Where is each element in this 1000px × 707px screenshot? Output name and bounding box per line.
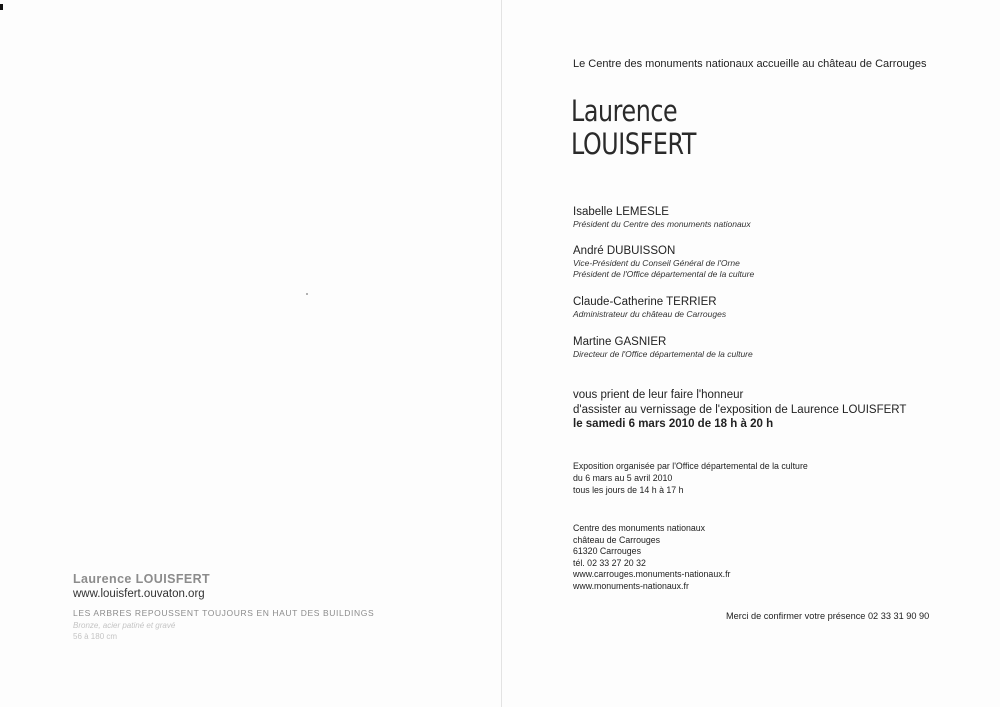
credit-work-material: Bronze, acier patiné et gravé: [73, 621, 176, 630]
artist-last-name: LOUISFERT: [571, 127, 696, 161]
invite-line: vous prient de leur faire l'honneur: [573, 389, 744, 401]
contact-place: château de Carrouges: [573, 534, 661, 545]
artist-first-name: Laurence: [571, 94, 678, 128]
host-name: Claude-Catherine TERRIER: [573, 296, 717, 308]
artist-title: [571, 95, 696, 161]
credit-website: www.louisfert.ouvaton.org: [73, 588, 205, 600]
host-role-secondary: Président de l'Office départemental de la culture: [573, 269, 755, 279]
contact-org: Centre des monuments nationaux: [573, 523, 706, 533]
card-fold-line: [501, 0, 502, 707]
credit-artist-name: Laurence LOUISFERT: [73, 572, 211, 586]
host-role: Vice-Président du Conseil Général de l'Orne: [573, 258, 740, 268]
invitation-text: [573, 388, 906, 432]
host-name: Martine GASNIER: [573, 336, 667, 348]
contact-phone: tél. 02 33 27 20 32: [573, 557, 646, 568]
contact-block: [573, 523, 730, 593]
contact-website: www.carrouges.monuments-nationaux.fr: [573, 569, 731, 580]
host-entry: [573, 295, 726, 320]
host-name: Isabelle LEMESLE: [573, 206, 669, 218]
scan-dust-speck: [306, 293, 308, 295]
host-entry: [573, 244, 754, 280]
host-name: André DUBUISSON: [573, 245, 676, 257]
scan-corner-mark: [0, 4, 3, 10]
rsvp-line: Merci de confirmer votre présence 02 33 31 90 90: [726, 611, 930, 621]
host-role: Directeur de l'Office départemental de la culture: [573, 349, 753, 359]
credit-work-title: LES ARBRES REPOUSSENT TOUJOURS EN HAUT DES BUILDINGS: [73, 608, 375, 618]
exhibition-hours: tous les jours de 14 h à 17 h: [573, 485, 684, 495]
host-role: Président du Centre des monuments nationaux: [573, 219, 751, 229]
invitation-header: Le Centre des monuments nationaux accueille au château de Carrouges: [573, 58, 927, 70]
host-entry: [573, 335, 753, 360]
host-role: Administrateur du château de Carrouges: [573, 309, 727, 319]
vernissage-date: le samedi 6 mars 2010 de 18 h à 20 h: [573, 418, 774, 430]
invite-line: d'assister au vernissage de l'exposition de Laurence LOUISFERT: [573, 403, 907, 416]
exhibition-info: [573, 460, 808, 496]
credit-work-dimensions: 56 à 180 cm: [73, 632, 118, 641]
exhibition-dates: du 6 mars au 5 avril 2010: [573, 473, 673, 483]
host-entry: [573, 205, 751, 230]
exhibition-organizer: Exposition organisée par l'Office départemental de la culture: [573, 461, 808, 471]
contact-address: 61320 Carrouges: [573, 546, 641, 557]
contact-website: www.monuments-nationaux.fr: [573, 580, 689, 591]
